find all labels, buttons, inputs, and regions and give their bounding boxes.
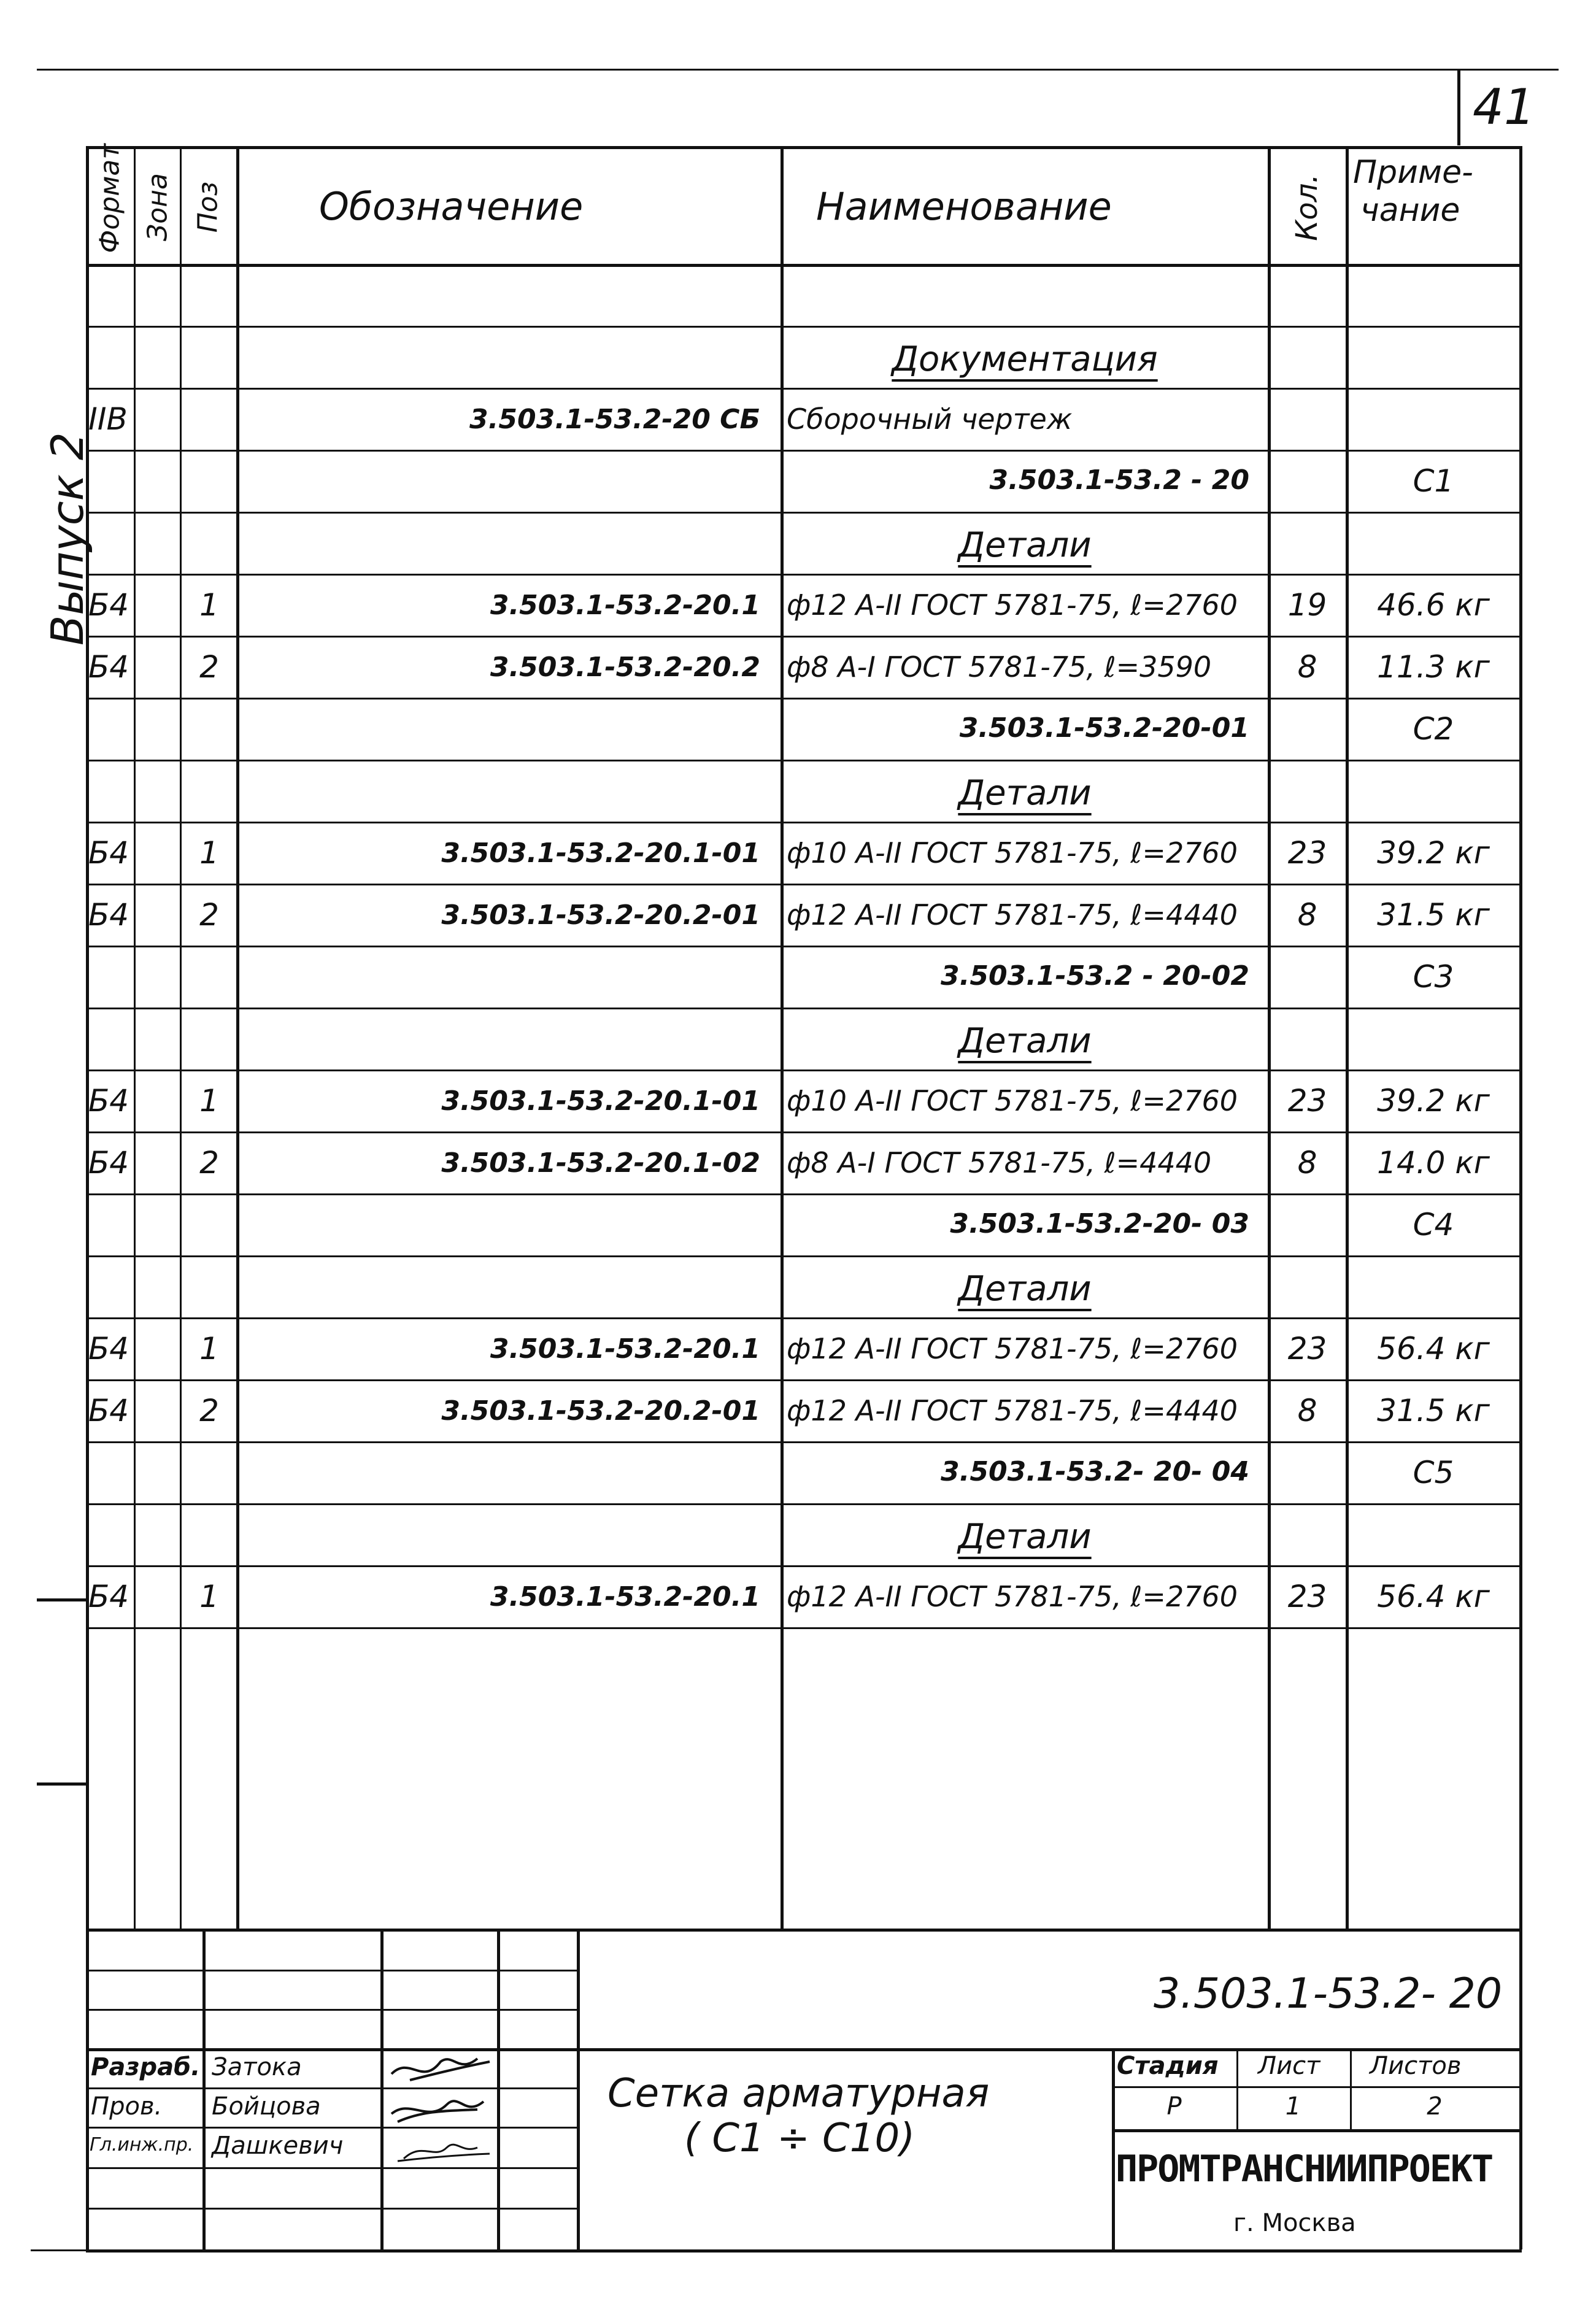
- row-line: [86, 450, 1522, 452]
- assembly-mark: С2: [1413, 711, 1454, 747]
- bottom-left-extension: [31, 2249, 86, 2251]
- row-line: [86, 698, 1522, 699]
- row-line: [86, 1008, 1522, 1009]
- table-top-line: [86, 146, 1522, 149]
- pos-cell: 2: [199, 1393, 219, 1428]
- person-3: Дашкевич: [212, 2132, 344, 2160]
- designation-cell: 3.503.1-53.2-20.1: [490, 590, 760, 621]
- row-line: [86, 512, 1522, 514]
- row-line: [86, 1131, 1522, 1133]
- tb-row-5: [86, 2127, 577, 2129]
- format-cell: IIВ: [88, 401, 128, 437]
- format-cell: Б4: [88, 587, 129, 623]
- name-cell: Сборочный чертеж: [787, 403, 1073, 436]
- row-line: [86, 388, 1522, 390]
- note-cell: 56.4 кг: [1377, 1579, 1490, 1614]
- tb-row-1: [86, 1970, 577, 1971]
- side-label: Выпуск 2: [42, 432, 93, 646]
- header-designation: Обозначение: [319, 184, 584, 229]
- section-title: Детали: [958, 1517, 1092, 1557]
- designation-cell: 3.503.1-53.2-20.1-02: [441, 1147, 760, 1179]
- assembly-code: 3.503.1-53.2 - 20-02: [941, 960, 1249, 992]
- note-cell: 31.5 кг: [1377, 897, 1490, 933]
- row-line: [86, 1565, 1522, 1567]
- note-cell: 39.2 кг: [1377, 835, 1490, 871]
- row-line: [86, 1441, 1522, 1443]
- format-cell: Б4: [88, 1331, 129, 1366]
- tb-row-3: [86, 2048, 1522, 2051]
- designation-cell: 3.503.1-53.2-20.1: [490, 1333, 760, 1365]
- note-cell: 11.3 кг: [1377, 649, 1490, 685]
- qty-cell: 19: [1287, 587, 1327, 623]
- col-sep-zone: [134, 146, 136, 1929]
- top-border-line: [37, 69, 1559, 71]
- assembly-code: 3.503.1-53.2-20-01: [959, 712, 1249, 744]
- row-line: [86, 760, 1522, 761]
- header-note: [1353, 153, 1473, 229]
- pos-cell: 1: [199, 835, 219, 871]
- section-title: Детали: [958, 525, 1092, 565]
- header-name: Наименование: [816, 184, 1112, 229]
- name-cell: ф12 А-II ГОСТ 5781-75, ℓ=4440: [787, 898, 1238, 931]
- role-1: Разраб.: [91, 2053, 201, 2081]
- note-cell: 14.0 кг: [1377, 1145, 1490, 1181]
- row-line: [86, 1317, 1522, 1319]
- section-title: Детали: [958, 1269, 1092, 1309]
- designation-cell: 3.503.1-53.2-20.1: [490, 1581, 760, 1613]
- header-qty: Кол.: [1290, 174, 1324, 241]
- qty-cell: 8: [1297, 1145, 1317, 1181]
- row-line: [86, 1193, 1522, 1195]
- header-note-line1: Приме-: [1353, 154, 1473, 191]
- sheets-value: 2: [1427, 2092, 1443, 2121]
- row-line: [86, 1627, 1522, 1629]
- sheet-label: Лист: [1258, 2052, 1320, 2080]
- col-sep-pos: [180, 146, 182, 1929]
- organization-city: г. Москва: [1233, 2209, 1356, 2237]
- stage-box-left: [1112, 2048, 1115, 2249]
- row-line: [86, 636, 1522, 638]
- sheets-label: Листов: [1370, 2052, 1462, 2080]
- row-line: [86, 822, 1522, 823]
- pos-cell: 1: [199, 587, 219, 623]
- section-title: Детали: [958, 773, 1092, 813]
- format-cell: Б4: [88, 1145, 129, 1181]
- section-title: Детали: [958, 1021, 1092, 1061]
- header-note-line2: чание: [1360, 192, 1460, 229]
- note-cell: 39.2 кг: [1377, 1083, 1490, 1119]
- stage-row-2: [1112, 2129, 1522, 2132]
- name-cell: ф12 А-II ГОСТ 5781-75, ℓ=2760: [787, 1580, 1238, 1613]
- stage-row-1: [1112, 2086, 1522, 2088]
- col-sep-qty: [1268, 146, 1271, 1929]
- note-cell: 46.6 кг: [1377, 587, 1490, 623]
- pos-cell: 2: [199, 649, 219, 685]
- format-cell: Б4: [88, 1393, 129, 1428]
- col-sep-note: [1346, 146, 1349, 1929]
- person-2: Бойцова: [212, 2092, 321, 2121]
- row-line: [86, 1255, 1522, 1257]
- tb-row-4: [86, 2087, 577, 2089]
- name-cell: ф12 А-II ГОСТ 5781-75, ℓ=4440: [787, 1394, 1238, 1427]
- pos-cell: 1: [199, 1331, 219, 1366]
- format-cell: Б4: [88, 649, 129, 685]
- pos-cell: 1: [199, 1083, 219, 1119]
- assembly-code: 3.503.1-53.2-20- 03: [950, 1208, 1249, 1239]
- format-cell: Б4: [88, 835, 129, 871]
- assembly-code: 3.503.1-53.2 - 20: [989, 464, 1249, 496]
- sheet-title-line1: Сетка арматурная: [607, 2071, 990, 2116]
- assembly-mark: С5: [1413, 1455, 1454, 1490]
- qty-cell: 23: [1287, 1331, 1327, 1366]
- qty-cell: 23: [1287, 1579, 1327, 1614]
- role-3: Гл.инж.пр.: [90, 2134, 194, 2156]
- section-title: Документация: [892, 339, 1158, 379]
- name-cell: ф12 А-II ГОСТ 5781-75, ℓ=2760: [787, 588, 1238, 622]
- format-cell: Б4: [88, 1083, 129, 1119]
- name-cell: ф10 А-II ГОСТ 5781-75, ℓ=2760: [787, 836, 1238, 869]
- pos-cell: 2: [199, 897, 219, 933]
- sheet-title-line2: ( С1 ÷ С10): [684, 2116, 916, 2161]
- pos-cell: 1: [199, 1579, 219, 1614]
- format-cell: Б4: [88, 897, 129, 933]
- signature-images: [385, 2049, 496, 2166]
- note-cell: 56.4 кг: [1377, 1331, 1490, 1366]
- stage-label: Стадия: [1117, 2052, 1219, 2080]
- row-line: [86, 1379, 1522, 1381]
- row-line: [86, 326, 1522, 328]
- qty-cell: 8: [1297, 1393, 1317, 1428]
- page-number: 41: [1473, 79, 1535, 136]
- qty-cell: 8: [1297, 897, 1317, 933]
- designation-cell: 3.503.1-53.2-20.2-01: [441, 1395, 760, 1427]
- assembly-mark: С4: [1413, 1207, 1454, 1243]
- row-line: [86, 946, 1522, 947]
- margin-mark-1: [37, 1598, 86, 1601]
- stage-value: Р: [1166, 2092, 1182, 2121]
- designation-cell: 3.503.1-53.2-20 СБ: [469, 404, 760, 435]
- qty-cell: 8: [1297, 649, 1317, 685]
- row-line: [86, 1503, 1522, 1505]
- assembly-mark: С3: [1413, 959, 1454, 995]
- row-line: [86, 884, 1522, 885]
- row-line: [86, 574, 1522, 576]
- assembly-mark: С1: [1413, 463, 1454, 499]
- header-zone: Зона: [142, 173, 174, 241]
- tb-sep-4: [577, 1929, 580, 2249]
- name-cell: ф8 А-I ГОСТ 5781-75, ℓ=4440: [787, 1146, 1212, 1179]
- row-line: [86, 1069, 1522, 1071]
- designation-cell: 3.503.1-53.2-20.1-01: [441, 838, 760, 869]
- header-pos: Поз: [192, 181, 224, 233]
- role-2: Пров.: [91, 2092, 163, 2121]
- name-cell: ф8 А-I ГОСТ 5781-75, ℓ=3590: [787, 650, 1212, 684]
- assembly-code: 3.503.1-53.2- 20- 04: [941, 1456, 1249, 1487]
- page-number-box-left: [1457, 69, 1460, 145]
- designation-cell: 3.503.1-53.2-20.2-01: [441, 900, 760, 931]
- note-cell: 31.5 кг: [1377, 1393, 1490, 1428]
- format-cell: Б4: [88, 1579, 129, 1614]
- tb-row-2: [86, 2009, 577, 2011]
- qty-cell: 23: [1287, 835, 1327, 871]
- name-cell: ф12 А-II ГОСТ 5781-75, ℓ=2760: [787, 1332, 1238, 1365]
- designation-cell: 3.503.1-53.2-20.2: [490, 652, 760, 683]
- name-cell: ф10 А-II ГОСТ 5781-75, ℓ=2760: [787, 1084, 1238, 1117]
- titleblock-bottom-line: [86, 2249, 1522, 2253]
- pos-cell: 2: [199, 1145, 219, 1181]
- row-line: [86, 264, 1522, 266]
- tb-row-6: [86, 2167, 577, 2169]
- margin-mark-2: [37, 1782, 86, 1786]
- titleblock-top-line: [86, 1929, 1522, 1932]
- qty-cell: 23: [1287, 1083, 1327, 1119]
- tb-row-7: [86, 2208, 577, 2210]
- organization-name: ПРОМТРАНСНИИПРОЕКТ: [1116, 2148, 1493, 2191]
- person-1: Затока: [212, 2053, 302, 2081]
- designation-cell: 3.503.1-53.2-20.1-01: [441, 1085, 760, 1117]
- doc-code: 3.503.1-53.2- 20: [1154, 1970, 1503, 2018]
- sheet-value: 1: [1285, 2092, 1301, 2121]
- table-right-line: [1519, 146, 1522, 2249]
- header-format: Формат: [94, 143, 126, 253]
